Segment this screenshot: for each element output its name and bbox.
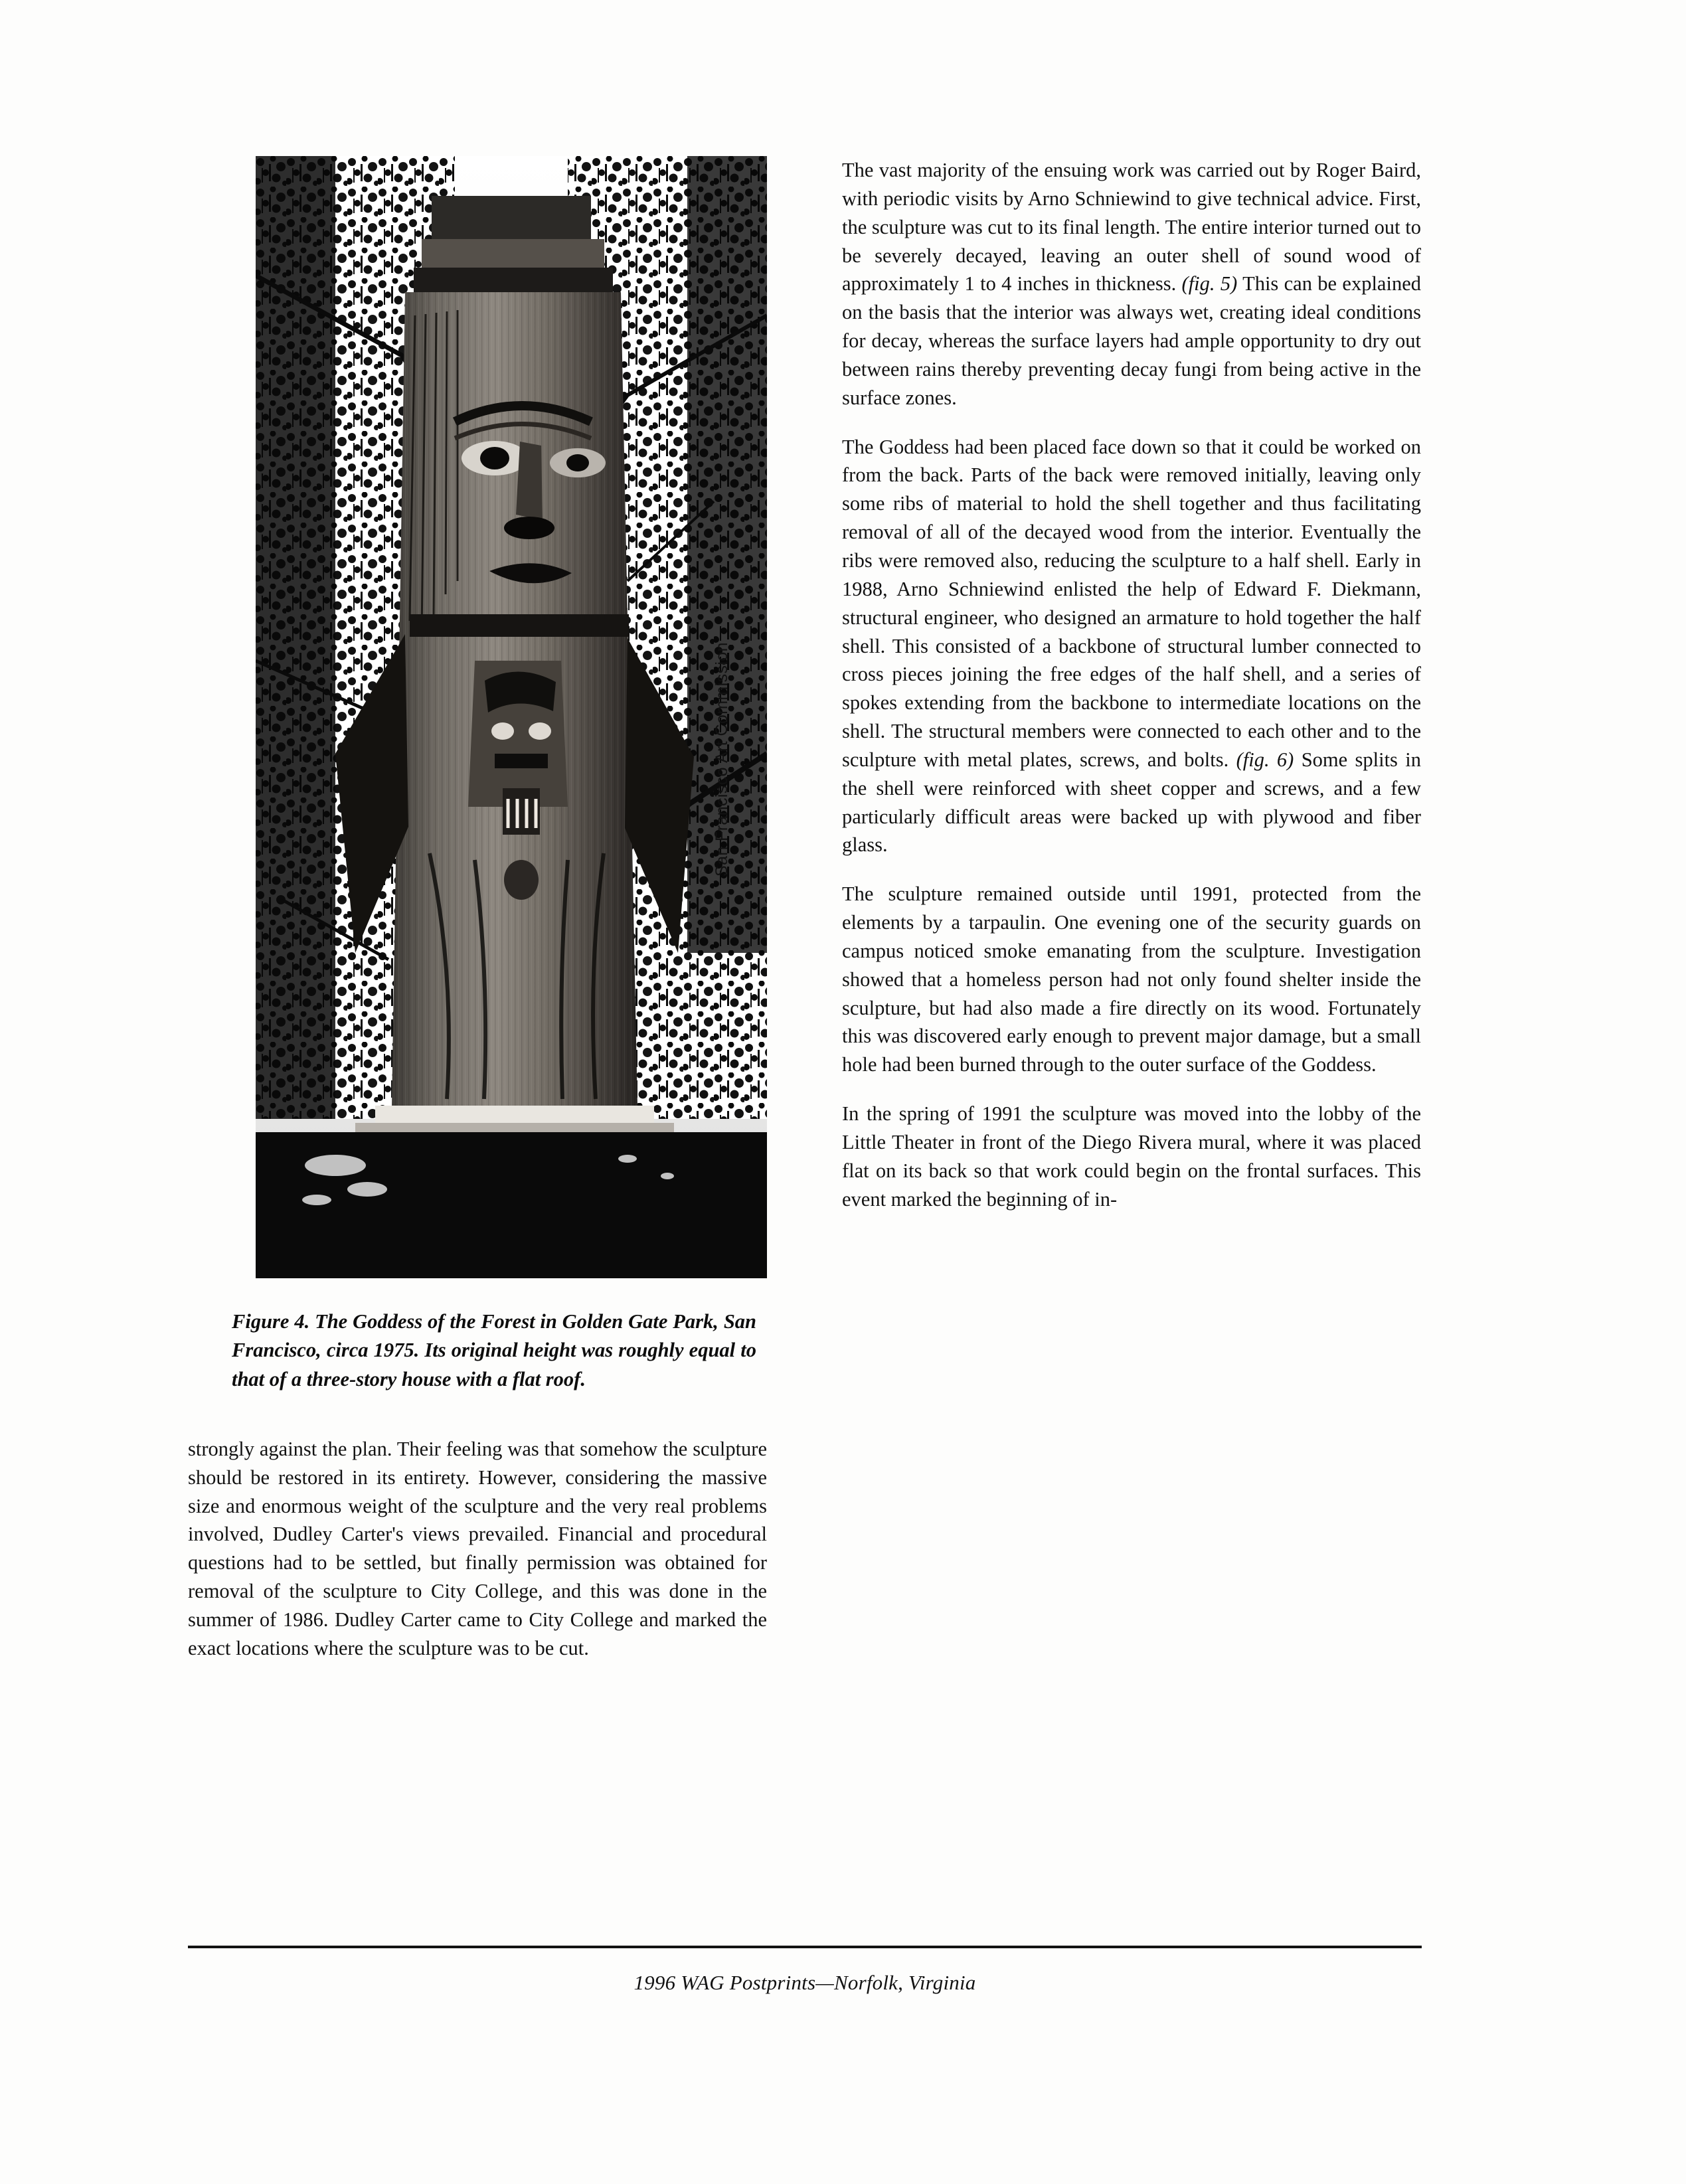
- right-column-body: [842, 156, 1421, 1214]
- figure-4: [188, 156, 767, 1394]
- totem-sculpture-photograph: [256, 156, 767, 1278]
- photo-credit: San Francisco Art Commission: [713, 642, 731, 877]
- page-footer: [188, 1946, 1422, 1995]
- footer-divider: [188, 1946, 1422, 1948]
- paragraph-text: The Goddess had been placed face down so that it could be worked on from the back. Parts of the back were removed initially, leaving only some ribs of material to hold the shell together and thus facilitating removal of all of the decayed wood from the interior. Eventually the ribs were removed also, reducing the sculpture to a half shell. Early in 1988, Arno Schniewind enlisted the help of Edward F. Diekmann, structural engineer, who designed an armature to hold together the half shell. This consisted of a backbone of structural lumber connected to cross pieces joining the free edges of the half shell, and a series of spokes extending from the backbone to intermediate locations on the shell. The structural members were connected to each other and to the sculpture with metal plates, screws, and bolts.: [842, 435, 1421, 771]
- right-column: [842, 156, 1421, 1214]
- paragraph: strongly against the plan. Their feeling was that somehow the sculpture should be restored in its entirety. However, considering the massive size and enormous weight of the sculpture and the very real problems involved, Dudley Carter's views prevailed. Financial and procedural questions had to be settled, but finally permission was obtained for removal of the sculpture to City College, and this was done in the summer of 1986. Dudley Carter came to City College and marked the exact locations where the sculpture was to be cut.: [188, 1437, 767, 1659]
- paragraph-text: The vast majority of the ensuing work was carried out by Roger Baird, with periodic visits by Arno Schniewind to give technical advice. First, the sculpture was cut to its final length. The entire interior turned out to be severely decayed, leaving an outer shell of sound wood of approximately 1 to 4 inches in thickness.: [842, 159, 1421, 295]
- left-column-body: [188, 1435, 767, 1663]
- figure-caption: Figure 4. The Goddess of the Forest in Golden Gate Park, San Francisco, circa 1975. Its original height was roughly equal to that of a three-story house with a flat roof.: [232, 1310, 756, 1390]
- figure-reference: (fig. 5): [1181, 272, 1238, 295]
- paragraph: The sculpture remained outside until 1991, protected from the elements by a tarpaulin. One evening one of the security guards on campus noticed smoke emanating from the sculpture. Investigation showed that a homeless person had not only found shelter inside the sculpture, but had also made a fire directly on its wood. Fortunately this was discovered early enough to prevent major damage, but a small hole had been burned through to the outer surface of the Goddess.: [842, 882, 1421, 1076]
- figure-reference: (fig. 6): [1236, 748, 1294, 771]
- paragraph-text: This can be explained on the basis that the interior was always wet, creating ideal conditions for decay, whereas the surface layers had ample opportunity to dry out between rains thereby preventing decay fungi from being active in the surface zones.: [842, 272, 1421, 409]
- figure-photo: [256, 156, 767, 1278]
- paragraph-text: Some splits in the shell were reinforced with sheet copper and screws, and a few particularly difficult areas were backed up with plywood and fiber glass.: [842, 748, 1422, 857]
- paragraph: In the spring of 1991 the sculpture was moved into the lobby of the Little Theater in front of the Diego Rivera mural, where it was placed flat on its back so that work could begin on the frontal surfaces. This event marked the beginning of in-: [842, 1102, 1421, 1211]
- paragraph: [842, 433, 1421, 860]
- running-title: 1996 WAG Postprints—Norfolk, Virginia: [633, 1971, 976, 1994]
- left-column: [188, 156, 767, 1663]
- paragraph: [842, 156, 1421, 412]
